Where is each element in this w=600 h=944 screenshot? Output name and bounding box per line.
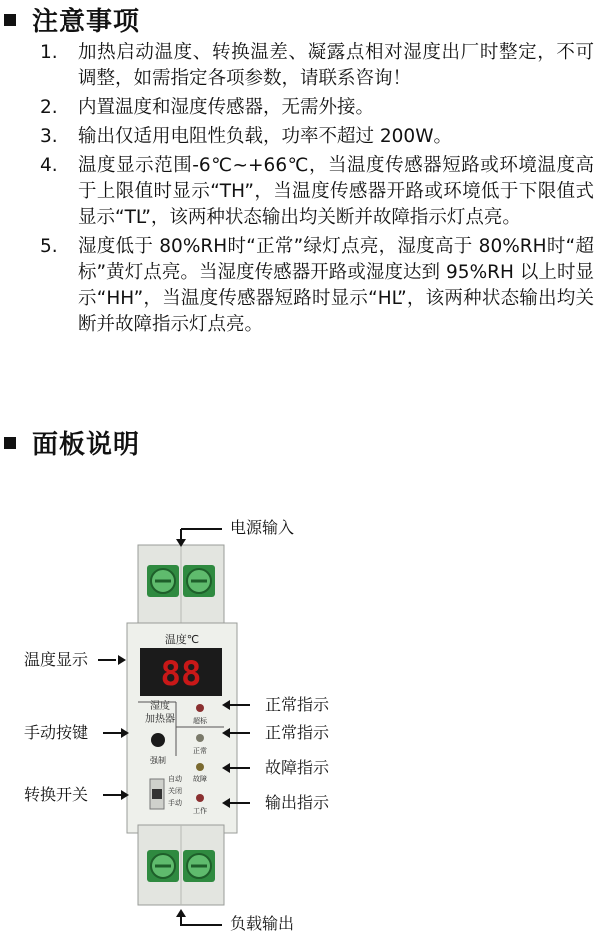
- switch-off-label: 关闭: [168, 787, 182, 795]
- list-item-number: 4.: [40, 155, 58, 176]
- load-output-arrow: [181, 913, 222, 925]
- list-item-text: 湿度低于 80%RH时“正常”绿灯点亮，湿度高于 80%RH时“超标”黄灯点亮。当湿度传感器开路或湿度达到 95%RH 以上时显示“HH”，当温度传感器短路时显示“HL”，该两种状态输出均关断并故障指示灯点亮。: [78, 236, 594, 335]
- list-item: [38, 95, 594, 121]
- led-fault-indicator: [196, 763, 204, 771]
- panel-title-text: 面板说明: [32, 430, 141, 460]
- list-item-text: 加热启动温度、转换温差、凝露点相对湿度出厂时整定，不可调整，如需指定各项参数，请联系咨询！: [78, 42, 594, 89]
- list-item: [38, 153, 594, 231]
- temp-label: 温度℃: [164, 633, 200, 646]
- callout-output: 输出指示: [265, 793, 330, 812]
- list-item: [38, 234, 594, 338]
- list-item-text: 温度显示范围-6℃~+66℃，当温度传感器短路或环境温度高于上限值时显示“TH”，当温度传感器开路或环境低于下限值式显示“TL”，该两种状态输出均关断并故障指示灯点亮。: [78, 155, 594, 228]
- led-over-label: 超标: [193, 717, 207, 725]
- callout-normal-1: 正常指示: [265, 695, 330, 714]
- panel-section-title: [4, 429, 140, 461]
- list-item-number: 1.: [40, 42, 58, 63]
- list-item-number: 2.: [40, 97, 58, 118]
- list-item-number: 5.: [40, 236, 58, 257]
- manual-key-button[interactable]: [151, 733, 165, 747]
- led-work-indicator: [196, 794, 204, 802]
- callout-temp-display: 温度显示: [24, 650, 89, 669]
- heater-label: 加热器: [145, 714, 175, 725]
- display-digits: 88: [160, 654, 202, 694]
- callout-power-input: 电源输入: [230, 518, 295, 537]
- list-item-text: 内置温度和湿度传感器，无需外接。: [78, 97, 375, 118]
- list-item-number: 3.: [40, 126, 58, 147]
- humidity-label: 湿度: [150, 701, 170, 712]
- led-over-indicator: [196, 704, 204, 712]
- callout-load-output: 负载输出: [230, 914, 295, 933]
- list-item: [38, 40, 594, 92]
- switch-auto-label: 自动: [168, 775, 182, 783]
- notes-title-text: 注意事项: [32, 7, 141, 37]
- led-normal-label: 正常: [193, 747, 207, 755]
- list-item: [38, 124, 594, 150]
- notes-list: [38, 40, 594, 341]
- force-label: 强制: [150, 756, 166, 765]
- callout-fault: 故障指示: [265, 758, 330, 777]
- callout-switch: 转换开关: [24, 785, 89, 804]
- square-bullet-icon: [4, 14, 16, 26]
- led-fault-label: 故障: [193, 775, 207, 783]
- callout-manual-key: 手动按键: [24, 723, 89, 742]
- list-item-text: 输出仅适用电阻性负载，功率不超过 200W。: [78, 126, 452, 147]
- switch-manual-label: 手动: [168, 799, 182, 807]
- notes-section-title: [4, 6, 140, 38]
- square-bullet-icon: [4, 437, 16, 449]
- led-work-label: 工作: [193, 807, 207, 815]
- led-normal-indicator: [196, 734, 204, 742]
- callout-normal-2: 正常指示: [265, 723, 330, 742]
